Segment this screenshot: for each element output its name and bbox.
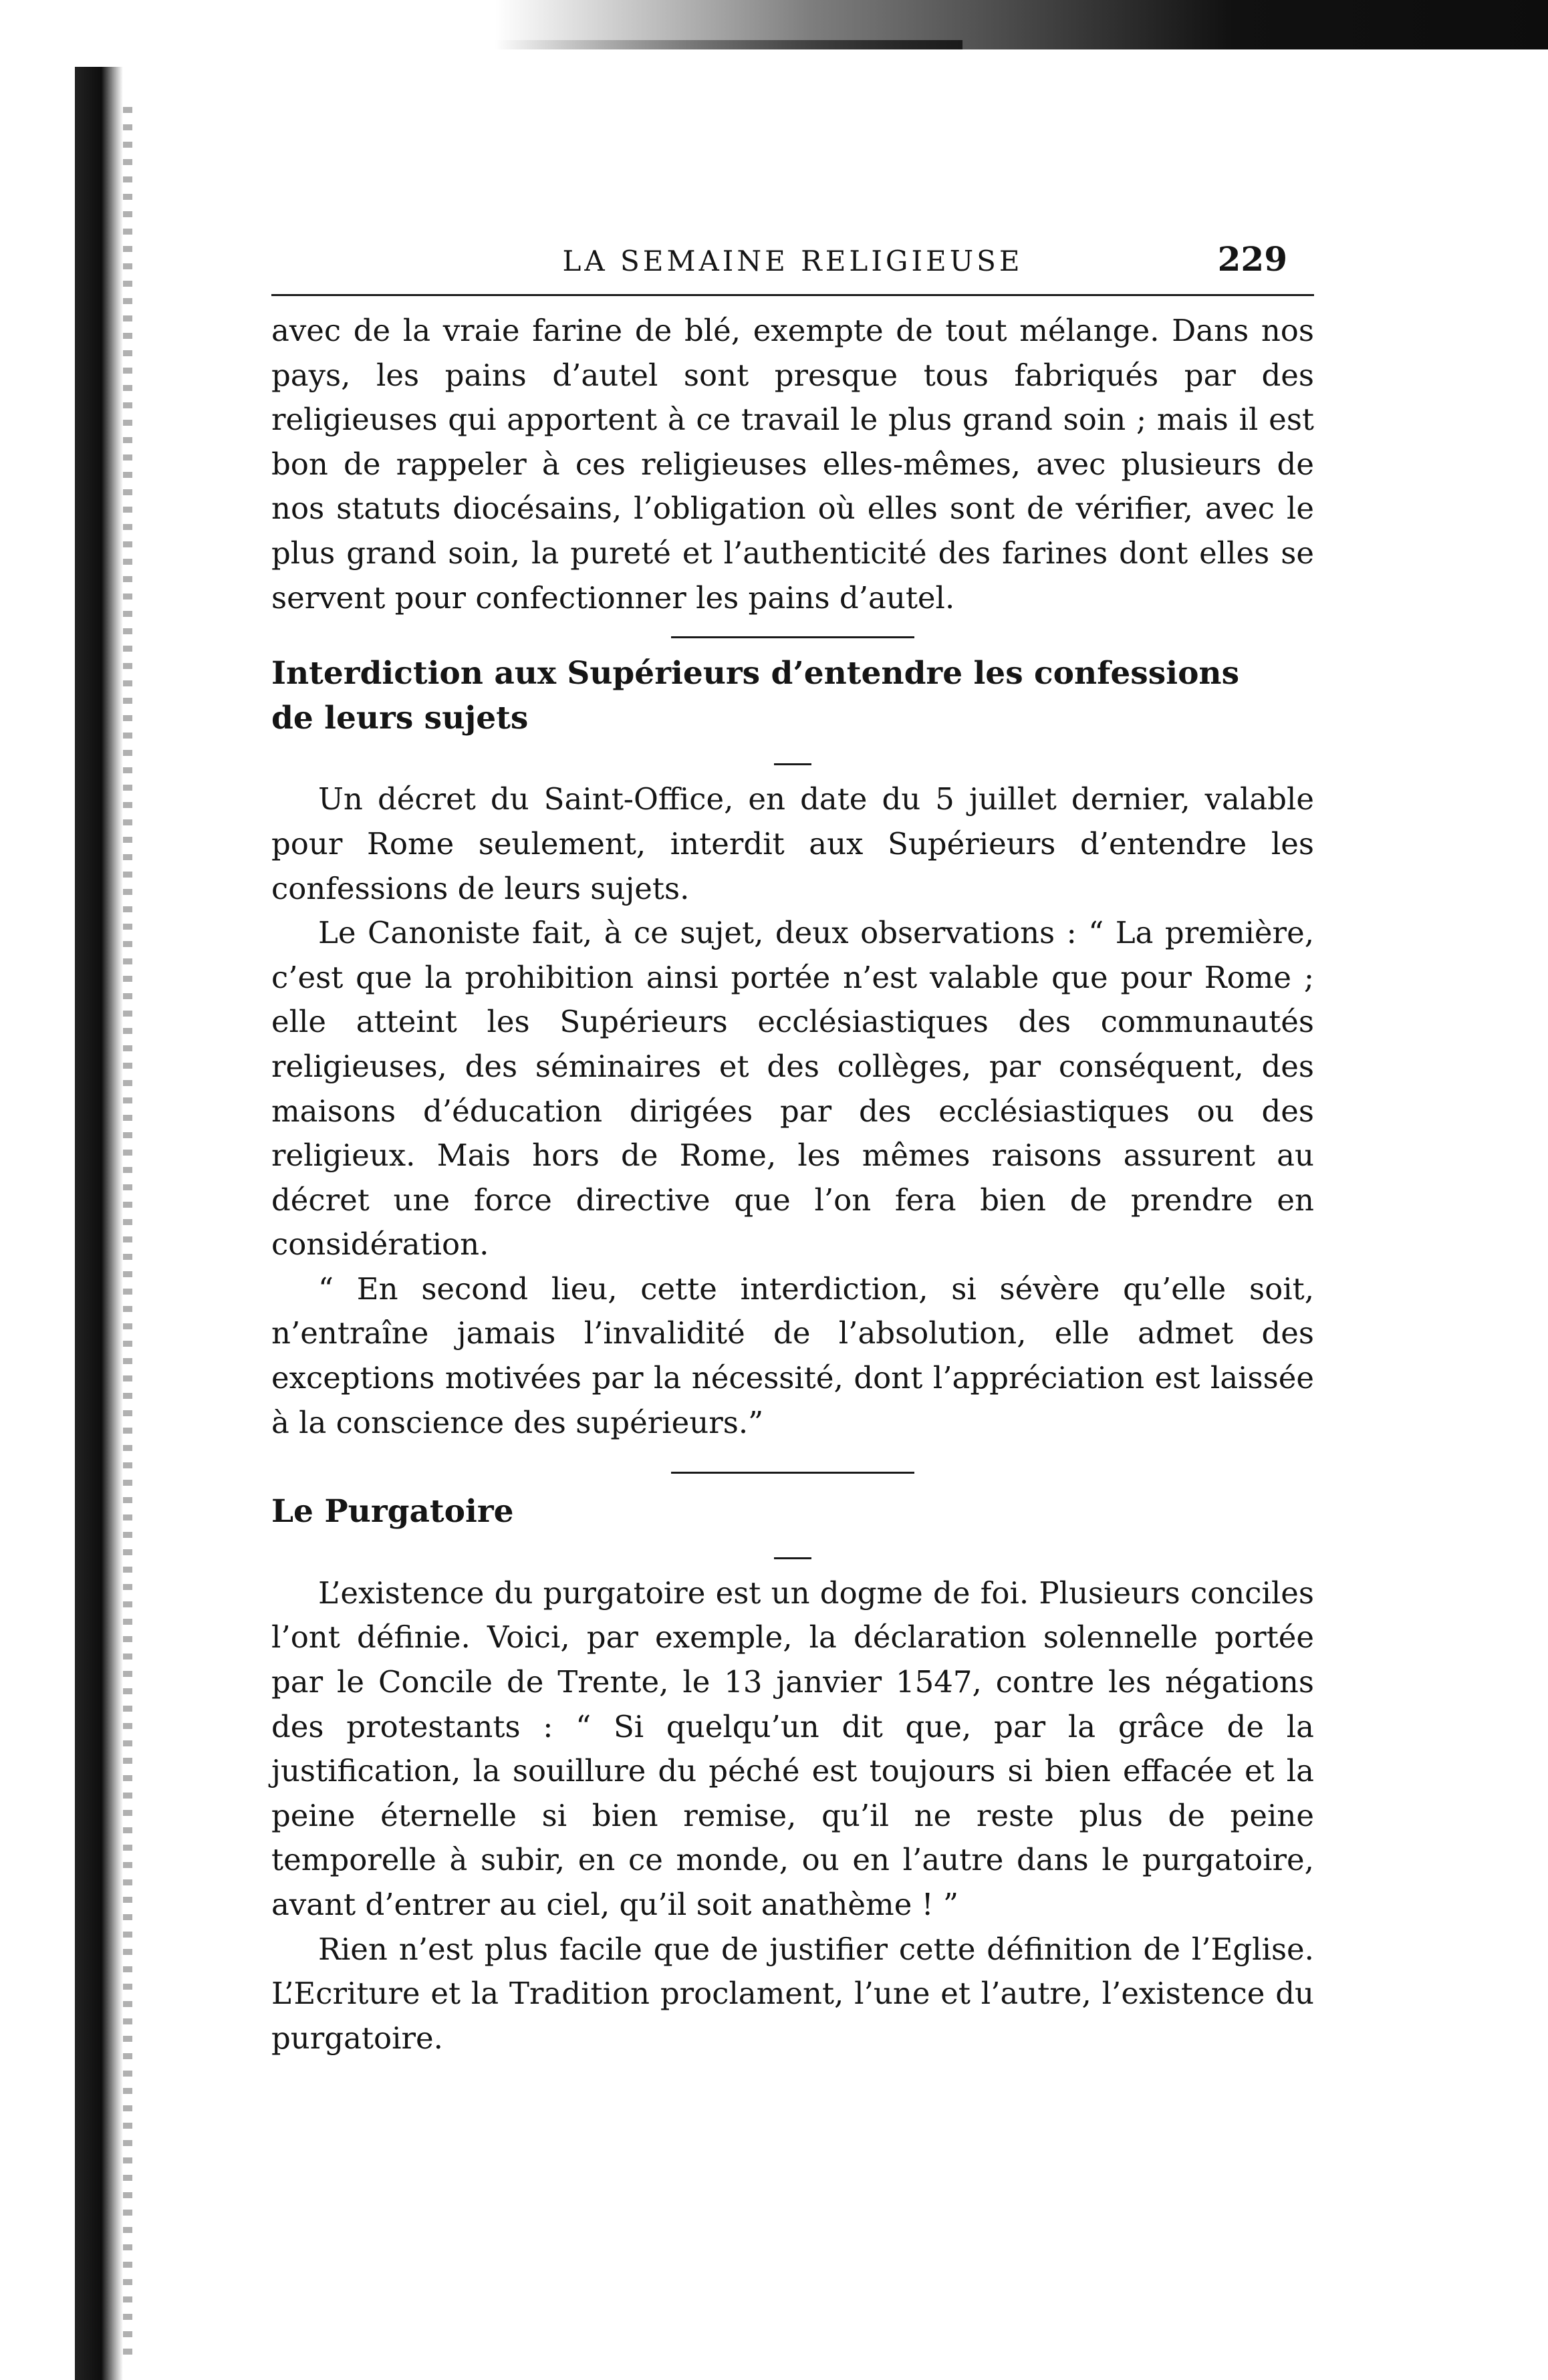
paragraph: Le Canoniste fait, à ce sujet, deux observations : “ La première, c’est que la prohibition ainsi portée n’est valable que pour Rome ; elle atteint les Supérieurs ecclésiastiques des communautés religieuses, des séminaires et des collèges, par conséquent, des maisons d’éducation dirigées par des ecclésiastiques ou des religieux. Mais hors de Rome, les mêmes raisons assurent au décret une force directive que l’on fera bien de prendre en considération. [271,915,1314,1263]
section-title-interdiction-line1: Interdiction aux Supérieurs d’entendre les confessions [271,655,1240,692]
paragraph: “ En second lieu, cette interdiction, si sévère qu’elle soit, n’entraîne jamais l’invalidité de l’absolution, elle admet des exceptions motivées par la nécessité, dont l’appréciation est laissée à la conscience des supérieurs.” [271,1271,1314,1440]
running-title: LA SEMAINE RELIGIEUSE [562,245,1023,277]
section-title-interdiction-line2: de leurs sujets [271,699,529,737]
scan-left-edge [75,67,123,2380]
scan-top-edge-fade [495,40,962,49]
header-rule [271,294,1314,296]
paragraph: Un décret du Saint-Office, en date du 5 juillet dernier, valable pour Rome seulement, interdit aux Supérieurs d’entendre les confessions de leurs sujets. [271,781,1314,906]
title-dash [774,1557,811,1559]
paragraph: L’existence du purgatoire est un dogme de foi. Plusieurs conciles l’ont définie. Voici, par exemple, la déclaration solennelle portée par le Concile de Trente, le 13 janvier 1547, contre les négations des protestants : “ Si quelqu’un dit que, par la grâce de la justification, la souillure du péché est toujours si bien effacée et la peine éternelle si bien remise, qu’il ne reste plus de peine temporelle à subir, en ce monde, ou en l’autre dans le purgatoire, avant d’entrer au ciel, qu’il soit anathème ! ” [271,1575,1314,1922]
intro-paragraph: avec de la vraie farine de blé, exempte de tout mélange. Dans nos pays, les pains d’autel sont presque tous fabriqués par des religieuses qui apportent à ce travail le plus grand soin ; mais il est bon de rappeler à ces religieuses elles-mêmes, avec plusieurs de nos statuts diocésains, l’obligation où elles sont de vérifier, avec le plus grand soin, la pureté et l’authenticité des farines dont elles se servent pour confectionner les pains d’autel. [271,313,1314,616]
page-header [271,235,1314,289]
section-divider-rule [671,1472,914,1474]
section-title-purgatoire: Le Purgatoire [271,1493,514,1531]
scan-left-edge-texture [123,107,132,2366]
title-dash [774,763,811,765]
section-purgatoire [271,1490,1314,2061]
page-body [271,309,1314,2061]
paragraph: Rien n’est plus facile que de justifier cette définition de l’Eglise. L’Ecriture et la Tradition proclament, l’une et l’autre, l’existence du purgatoire. [271,1931,1314,2056]
section-divider-rule [671,636,914,638]
section-interdiction [271,652,1314,1445]
page-number: 229 [1217,239,1287,279]
